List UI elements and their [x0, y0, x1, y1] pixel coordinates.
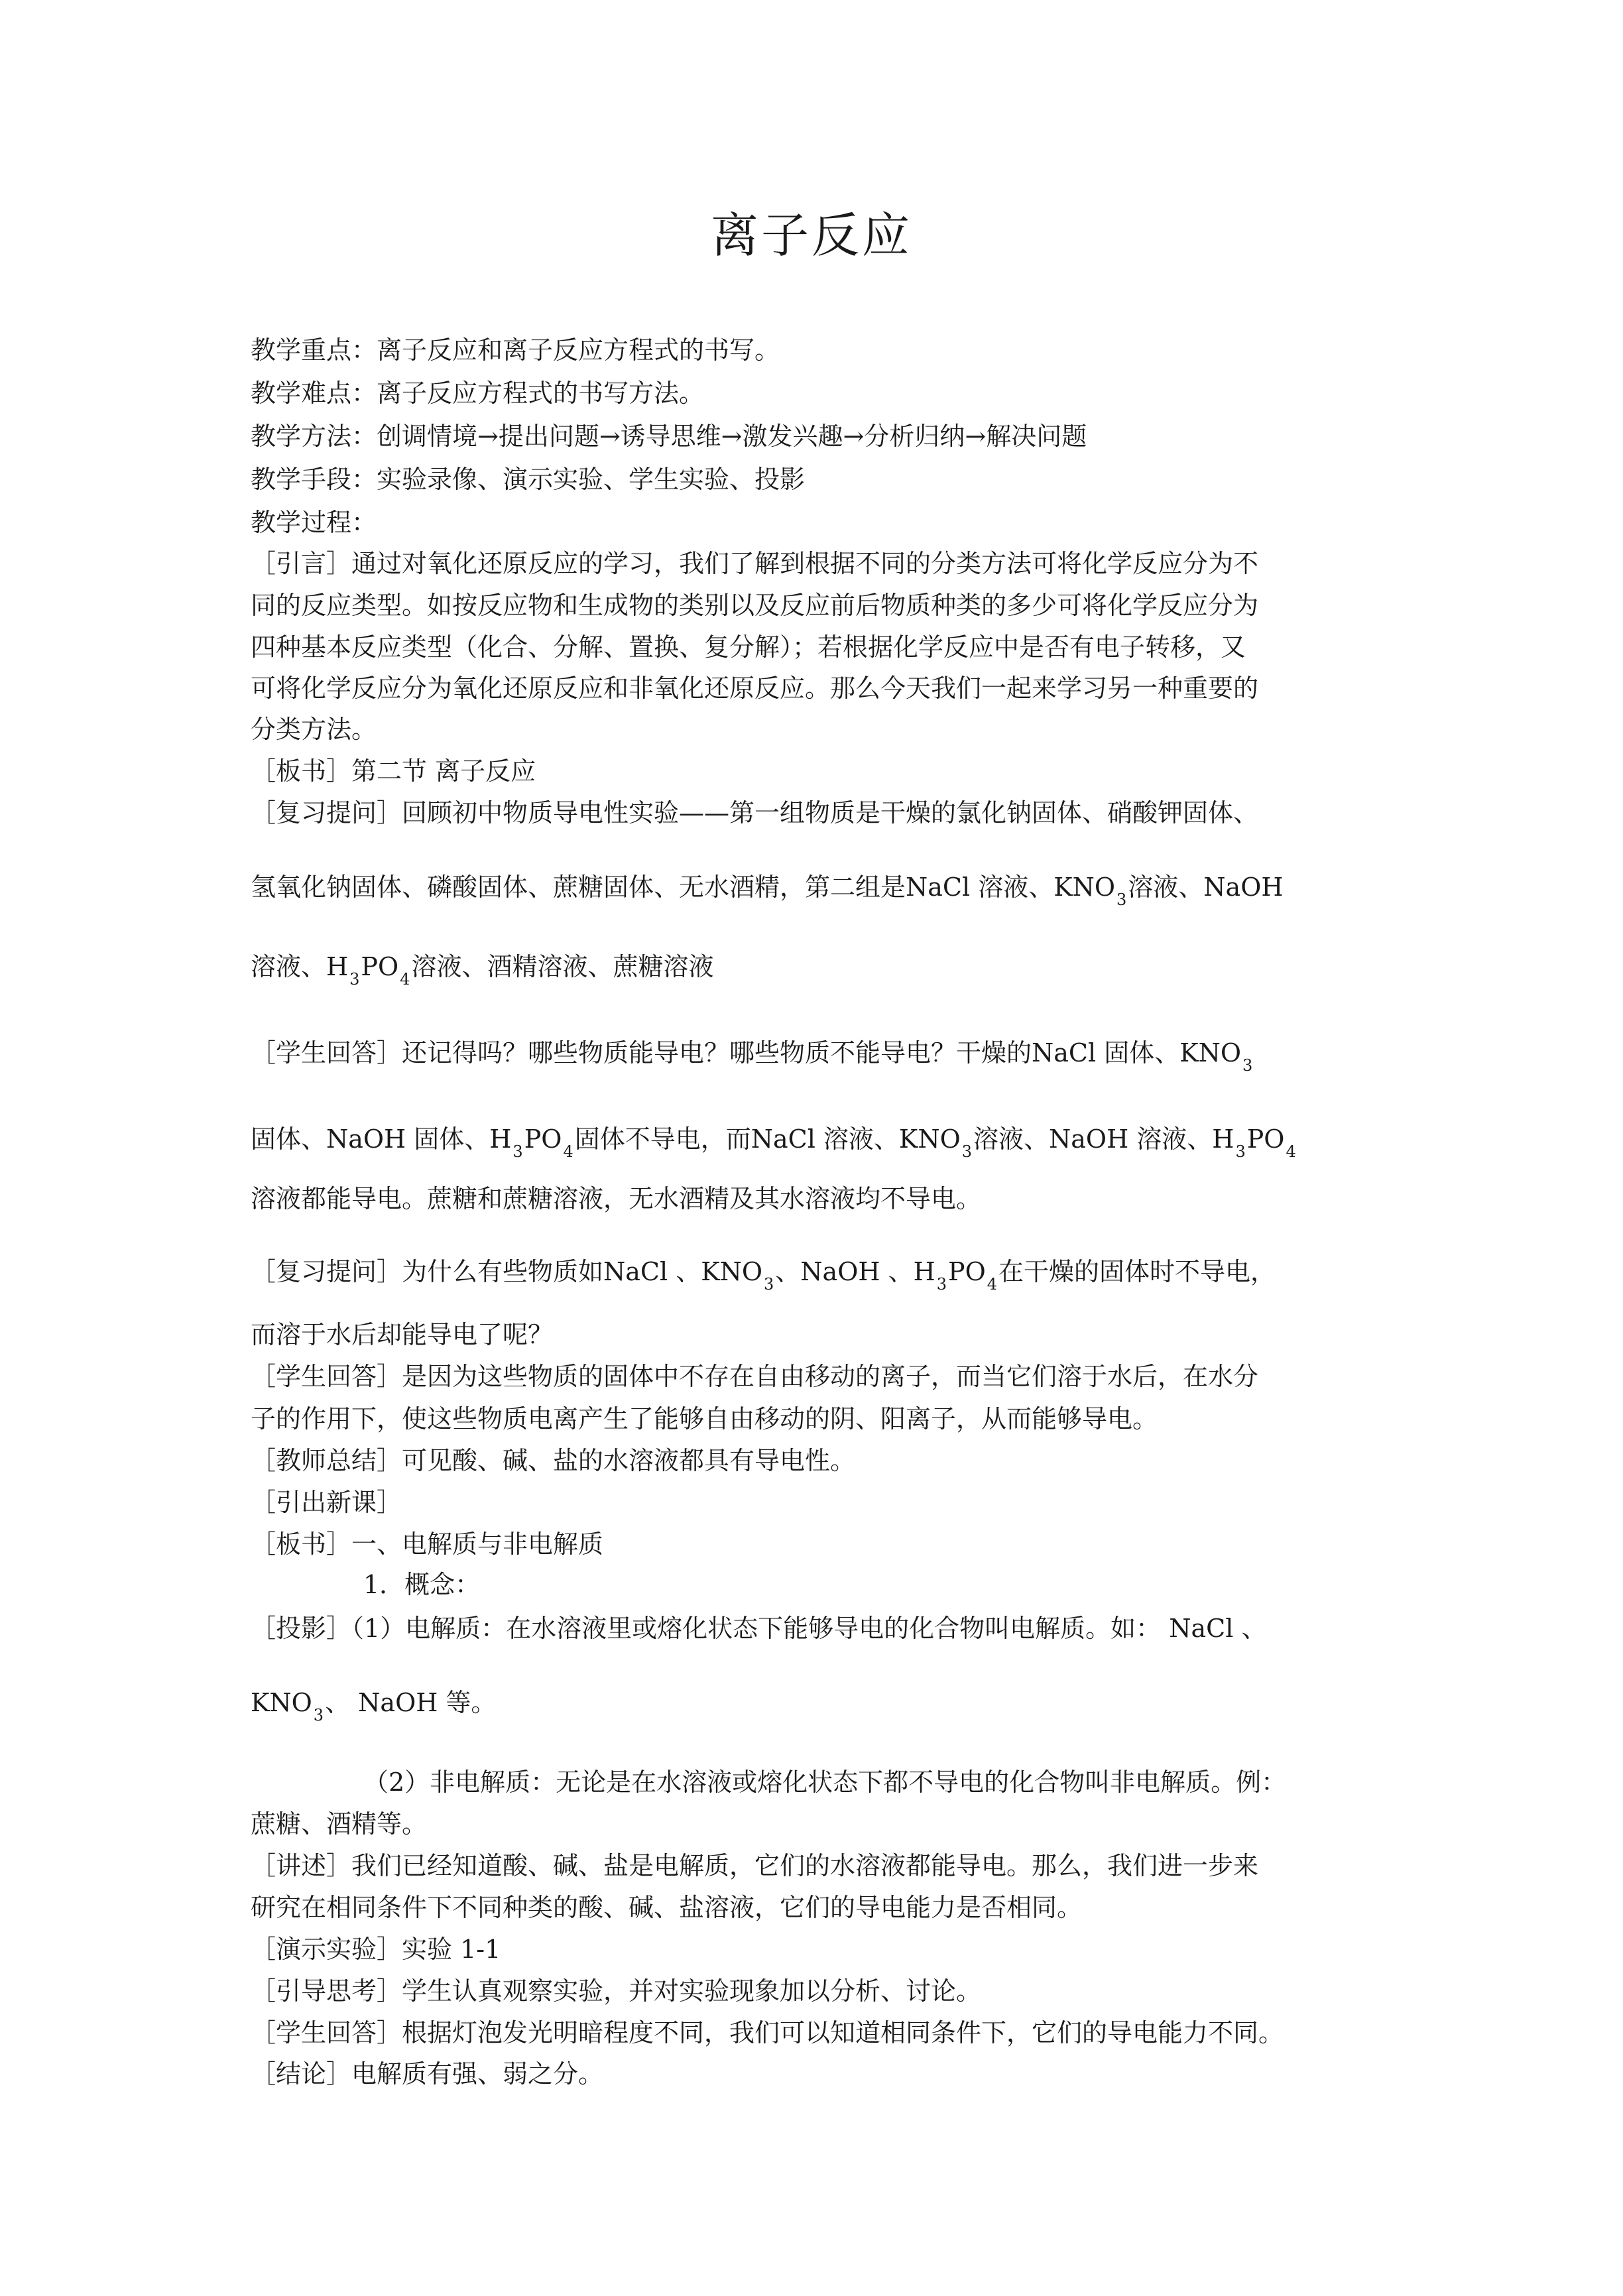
text-line	[251, 1253, 1391, 1294]
text-run: 固体、NaOH 固体、H	[251, 1124, 512, 1154]
text-line	[363, 1764, 1504, 1801]
text-line	[251, 794, 1391, 831]
text-line	[251, 1610, 1391, 1647]
text-line	[251, 2014, 1391, 2051]
text-line	[251, 1889, 1391, 1926]
text-line	[251, 418, 1391, 455]
text-run: 、NaOH 、H	[775, 1257, 935, 1286]
text-run: ［投影］（1）电解质：在水溶液里或熔化状态下能够导电的化合物叫电解质。如： NaCl 、	[251, 1614, 1267, 1643]
text-run: PO	[1246, 1124, 1285, 1154]
text-run: （2）非电解质：无论是在水溶液或熔化状态下都不导电的化合物叫非电解质。例：	[363, 1768, 1287, 1797]
text-run: 在干燥的固体时不导电，	[998, 1257, 1276, 1286]
text-run: ［复习提问］为什么有些物质如NaCl 、KNO	[251, 1257, 763, 1286]
text-run: ［复习提问］回顾初中物质导电性实验——第一组物质是干燥的氯化钠固体、硝酸钾固体、	[251, 798, 1259, 827]
text-line	[251, 1972, 1391, 2010]
text-run: 教学手段：实验录像、演示实验、学生实验、投影	[251, 465, 806, 494]
text-run: ［结论］电解质有强、弱之分。	[251, 2059, 604, 2088]
text-line	[251, 1316, 1391, 1353]
text-line	[251, 629, 1391, 666]
text-run: ［板书］第二节 离子反应	[251, 756, 536, 786]
text-line	[251, 869, 1391, 909]
subscript: 4	[400, 970, 410, 989]
text-line	[251, 1442, 1391, 1479]
subscript: 3	[349, 970, 360, 989]
text-run: 可将化学反应分为氧化还原反应和非氧化还原反应。那么今天我们一起来学习另一种重要的	[251, 674, 1259, 703]
subscript: 3	[1235, 1142, 1246, 1161]
text-line	[251, 545, 1391, 582]
subscript: 4	[563, 1142, 573, 1161]
text-run: ［学生回答］根据灯泡发光明暗程度不同，我们可以知道相同条件下，它们的导电能力不同。	[251, 2018, 1284, 2047]
text-run: 研究在相同条件下不同种类的酸、碱、盐溶液，它们的导电能力是否相同。	[251, 1893, 1083, 1922]
text-run: 同的反应类型。如按反应物和生成物的类别以及反应前后物质种类的多少可将化学反应分为	[251, 591, 1259, 620]
text-run: ［引导思考］学生认真观察实验，并对实验现象加以分析、讨论。	[251, 1976, 982, 2006]
text-run: KNO	[251, 1688, 312, 1717]
text-line	[251, 948, 1391, 989]
text-line	[251, 504, 1391, 541]
text-run: 子的作用下，使这些物质电离产生了能够自由移动的阴、阳离子，从而能够导电。	[251, 1404, 1158, 1433]
subscript: 3	[512, 1142, 523, 1161]
subscript: 3	[764, 1275, 774, 1294]
text-line	[251, 753, 1391, 790]
text-line	[251, 1484, 1391, 1521]
text-run: 四种基本反应类型（化合、分解、置换、复分解）；若根据化学反应中是否有电子转移，又	[251, 633, 1246, 662]
text-run: ［讲述］我们已经知道酸、碱、盐是电解质，它们的水溶液都能导电。那么，我们进一步来	[251, 1851, 1259, 1880]
text-line	[251, 1180, 1391, 1217]
text-run: 教学重点：离子反应和离子反应方程式的书写。	[251, 335, 780, 365]
text-run: 溶液都能导电。蔗糖和蔗糖溶液，无水酒精及其水溶液均不导电。	[251, 1184, 982, 1213]
subscript: 3	[313, 1706, 324, 1724]
subscript: 4	[1286, 1142, 1296, 1161]
text-run: 溶液、H	[251, 952, 349, 981]
text-run: ［演示实验］实验 1-1	[251, 1935, 501, 1964]
text-line	[251, 711, 1391, 748]
text-line	[251, 1684, 1391, 1724]
text-run: 1．概念：	[363, 1570, 481, 1599]
text-run: PO	[524, 1124, 562, 1154]
text-line	[251, 1805, 1391, 1843]
text-run: 、 NaOH 等。	[325, 1688, 497, 1717]
text-run: 溶液、NaOH 溶液、H	[973, 1124, 1234, 1154]
text-line	[251, 1034, 1391, 1075]
text-line	[251, 1931, 1391, 1968]
text-run: 溶液、NaOH	[1128, 873, 1284, 902]
text-run: 而溶于水后却能导电了呢？	[251, 1320, 554, 1349]
text-run: 教学过程：	[251, 508, 377, 537]
text-line	[251, 2055, 1391, 2092]
text-line	[251, 1358, 1391, 1395]
text-run: 固体不导电，而NaCl 溶液、KNO	[574, 1124, 961, 1154]
text-line	[251, 332, 1391, 369]
text-run: ［学生回答］还记得吗？哪些物质能导电？哪些物质不能导电？干燥的NaCl 固体、KNO	[251, 1038, 1242, 1067]
text-line	[251, 1400, 1391, 1437]
text-run: 溶液、酒精溶液、蔗糖溶液	[411, 952, 714, 981]
text-run: ［板书］一、电解质与非电解质	[251, 1530, 604, 1559]
text-line	[251, 375, 1391, 412]
subscript: 4	[987, 1275, 998, 1294]
text-run: ［教师总结］可见酸、碱、盐的水溶液都具有导电性。	[251, 1446, 856, 1475]
text-line	[251, 1526, 1391, 1563]
text-line	[251, 461, 1391, 498]
text-run: 蔗糖、酒精等。	[251, 1809, 428, 1839]
text-line	[251, 587, 1391, 624]
subscript: 3	[1116, 890, 1127, 909]
text-run: 氢氧化钠固体、磷酸固体、蔗糖固体、无水酒精，第二组是NaCl 溶液、KNO	[251, 873, 1116, 902]
text-run: PO	[948, 1257, 986, 1286]
text-run: ［引言］通过对氧化还原反应的学习，我们了解到根据不同的分类方法可将化学反应分为不	[251, 549, 1259, 578]
text-run: 教学方法：创调情境→提出问题→诱导思维→激发兴趣→分析归纳→解决问题	[251, 422, 1087, 451]
text-line	[363, 1566, 1504, 1603]
text-run: 分类方法。	[251, 715, 377, 744]
document-title: 离子反应	[710, 208, 912, 263]
text-line	[251, 1847, 1391, 1884]
text-run: ［引出新课］	[251, 1488, 402, 1517]
text-line	[251, 670, 1391, 707]
text-run: 教学难点：离子反应方程式的书写方法。	[251, 379, 705, 408]
subscript: 3	[936, 1275, 947, 1294]
text-line	[251, 1120, 1391, 1161]
subscript: 3	[1242, 1056, 1253, 1075]
text-run: PO	[361, 952, 399, 981]
text-run: ［学生回答］是因为这些物质的固体中不存在自由移动的离子，而当它们溶于水后，在水分	[251, 1362, 1259, 1391]
subscript: 3	[961, 1142, 973, 1161]
